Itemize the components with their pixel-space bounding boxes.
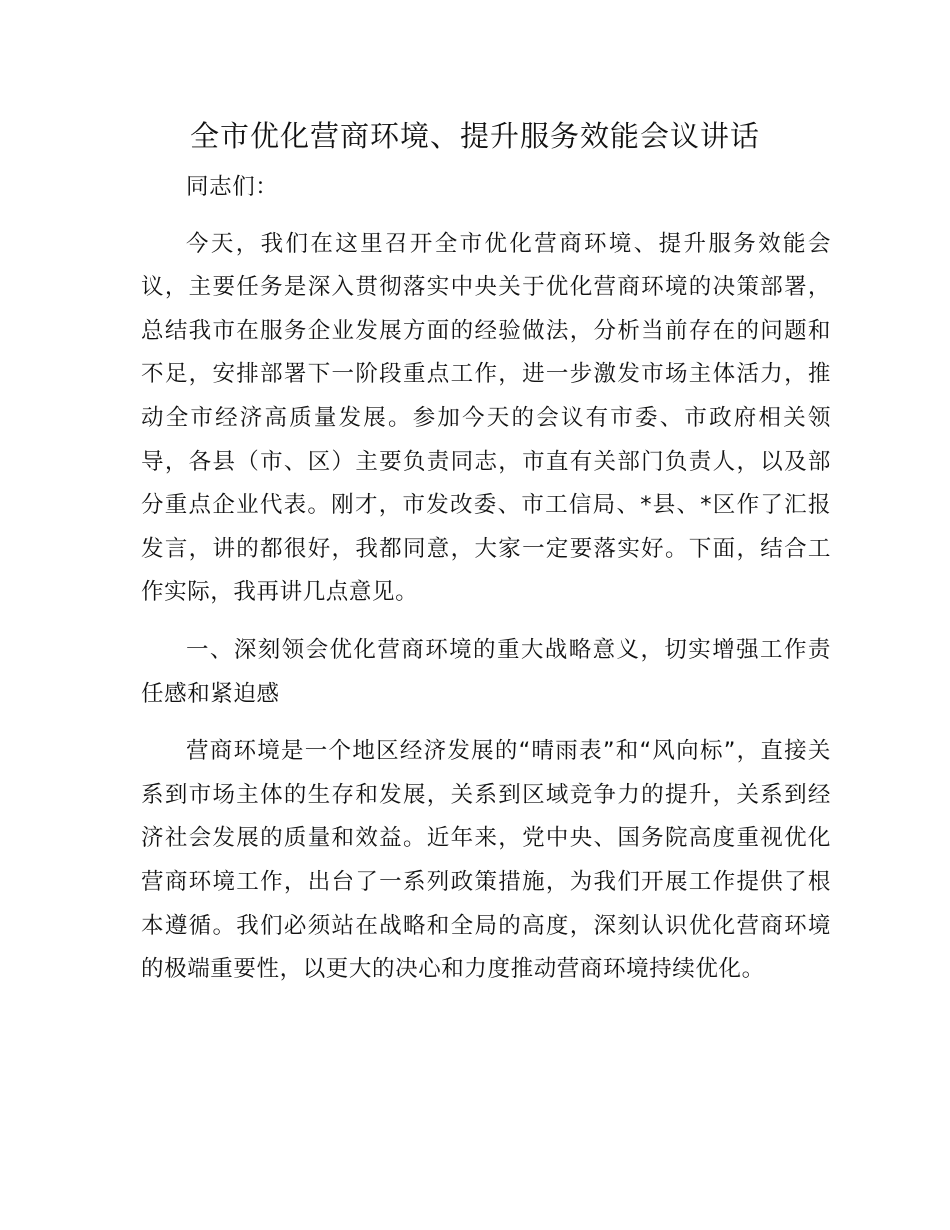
section-heading-1: 一、深刻领会优化营商环境的重大战略意义，切实增强工作责任感和紧迫感 [141,636,831,707]
document-title: 全市优化营商环境、提升服务效能会议讲话 [189,119,760,153]
greeting: 同志们： [186,174,279,200]
paragraph-opening: 今天，我们在这里召开全市优化营商环境、提升服务效能会议，主要任务是深入贯彻落实中央关于优化营商环境的决策部署，总结我市在服务企业发展方面的经验做法，分析当前存在的问题和不足，安排部署下一阶段重点工作，进一步激发市场主体活力，推动全市经济高质量发展。参加今天的会议有市委、市政府相关领导，各县（市、区）主要负责同志，市直有关部门负责人，以及部分重点企业代表。刚才，市发改委、市工信局、*县、*区作了汇报发言，讲的都很好，我都同意，大家一定要落实好。下面，结合工作实际，我再讲几点意见。 [141,230,831,606]
document-body [141,166,831,1006]
paragraph-section-1: 营商环境是一个地区经济发展的“晴雨表”和“风向标”，直接关系到市场主体的生存和发展，关系到区域竞争力的提升，关系到经济社会发展的质量和效益。近年来，党中央、国务院高度重视优化营商环境工作，出台了一系列政策措施，为我们开展工作提供了根本遵循。我们必须站在战略和全局的高度，深刻认识优化营商环境的极端重要性，以更大的决心和力度推动营商环境持续优化。 [141,738,831,983]
